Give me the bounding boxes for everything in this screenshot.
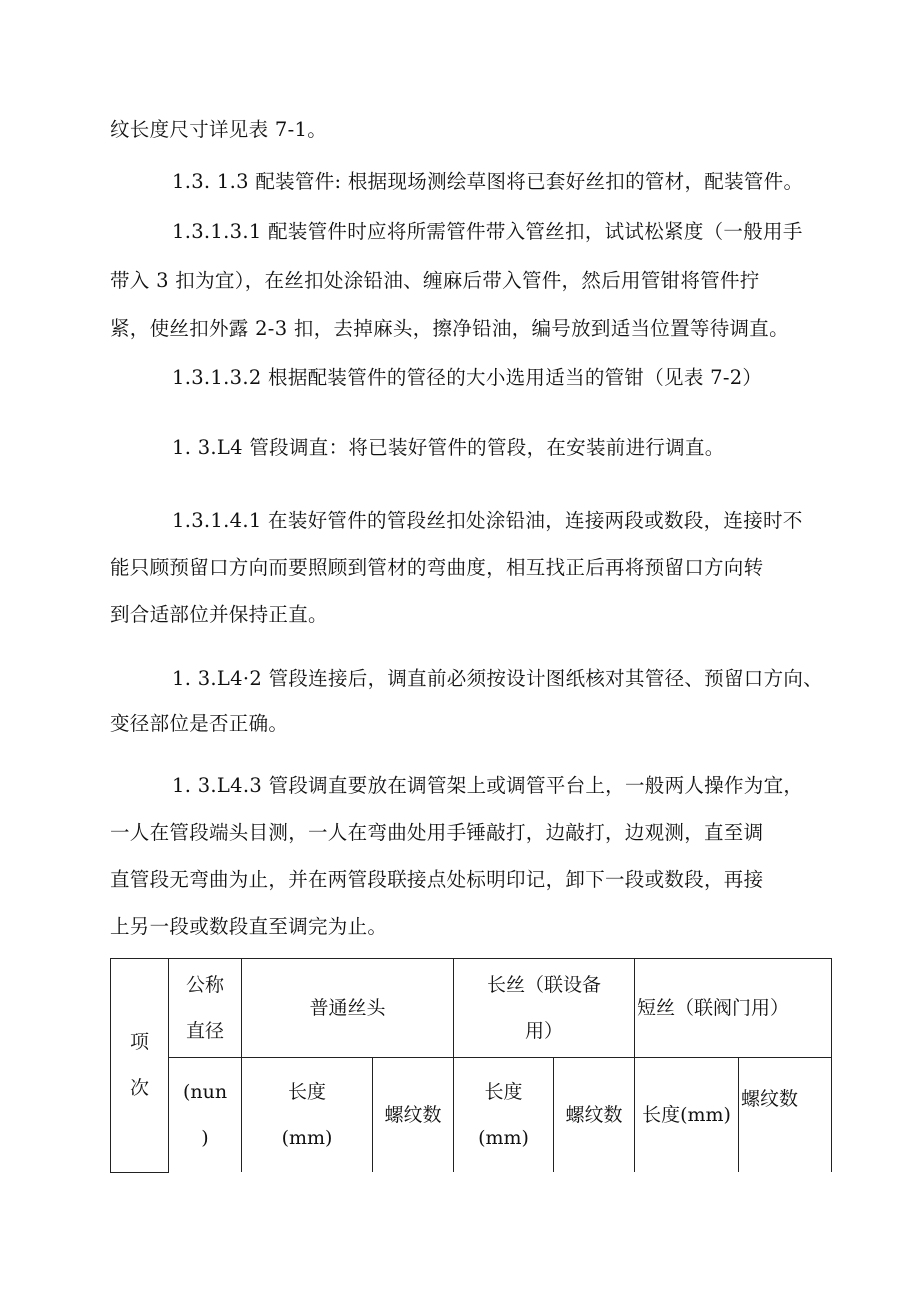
paragraph-line: 一人在管段端头目测，一人在弯曲处用手锤敲打，边敲打，边观测，直至调 (110, 821, 764, 844)
item-header-line: 项 (129, 1031, 149, 1054)
paragraph-line: 上另一段或数段直至调完为止。 (110, 915, 388, 938)
paragraph-line: 到合适部位并保持正直。 (110, 603, 328, 626)
short-length-header: 长度(mm) (635, 1058, 739, 1173)
length-unit: (mm) (281, 1127, 333, 1149)
paragraph-line: 纹长度尺寸详见表 7-1。 (110, 118, 328, 141)
length-label: 长度 (287, 1081, 326, 1103)
long-thread-header (454, 959, 635, 1058)
paragraph-line: 1. 3.L4 管段调直：将已装好管件的管段，在安装前进行调直。 (172, 436, 725, 459)
long-header-line: 长丝（联设备 (487, 974, 602, 996)
item-column-header (111, 959, 169, 1173)
paragraph-line: 1.3.1.3.1 配装管件时应将所需管件带入管丝扣，试试松紧度（一般用手 (172, 220, 803, 243)
long-header-line: 用） (525, 1020, 564, 1042)
paragraph-line: 带入 3 扣为宜），在丝扣处涂铅油、缠麻后带入管件，然后用管钳将管件拧 (110, 269, 760, 292)
paragraph-line: 1. 3.L4.3 管段调直要放在调管架上或调管平台上，一般两人操作为宜， (172, 774, 804, 797)
nominal-header-line: 公称 (185, 974, 224, 996)
nominal-unit-line: ) (201, 1127, 209, 1149)
nominal-unit-line: (nun (182, 1081, 228, 1103)
paragraph-line: 1.3.1.4.1 在装好管件的管段丝扣处涂铅油，连接两段或数段，连接时不 (172, 509, 803, 532)
paragraph-line: 1. 3.L4·2 管段连接后，调直前必须按设计图纸核对其管径、预留口方向、 (172, 667, 823, 690)
short-thread-count-header: 螺纹数 (739, 1058, 832, 1173)
thread-length-table (110, 958, 832, 1173)
ordinary-thread-count-header: 螺纹数 (373, 1058, 454, 1173)
nominal-unit-cell (169, 1058, 242, 1173)
nominal-diameter-header (169, 959, 242, 1058)
nominal-header-line: 直径 (185, 1020, 224, 1042)
paragraph-line: 能只顾预留口方向而要照顾到管材的弯曲度，相互找正后再将预留口方向转 (110, 556, 764, 579)
item-header-line: 次 (129, 1077, 149, 1100)
paragraph-line: 变径部位是否正确。 (110, 712, 289, 735)
paragraph-line: 直管段无弯曲为止，并在两管段联接点处标明印记，卸下一段或数段，再接 (110, 868, 764, 891)
short-thread-header: 短丝（联阀门用） (635, 959, 832, 1058)
long-length-header (454, 1058, 554, 1173)
paragraph-line: 1.3.1.3.2 根据配装管件的管径的大小选用适当的管钳（见表 7-2） (172, 366, 763, 389)
paragraph-line: 紧，使丝扣外露 2-3 扣，去掉麻头，擦净铅油，编号放到适当位置等待调直。 (110, 317, 789, 340)
long-thread-count-header: 螺纹数 (554, 1058, 635, 1173)
length-label: 长度 (484, 1081, 523, 1103)
ordinary-length-header (242, 1058, 373, 1173)
paragraph-line: 1.3. 1.3 配装管件: 根据现场测绘草图将已套好丝扣的管材，配装管件。 (172, 170, 804, 193)
length-unit: (mm) (478, 1127, 529, 1149)
ordinary-thread-header: 普通丝头 (242, 959, 454, 1058)
